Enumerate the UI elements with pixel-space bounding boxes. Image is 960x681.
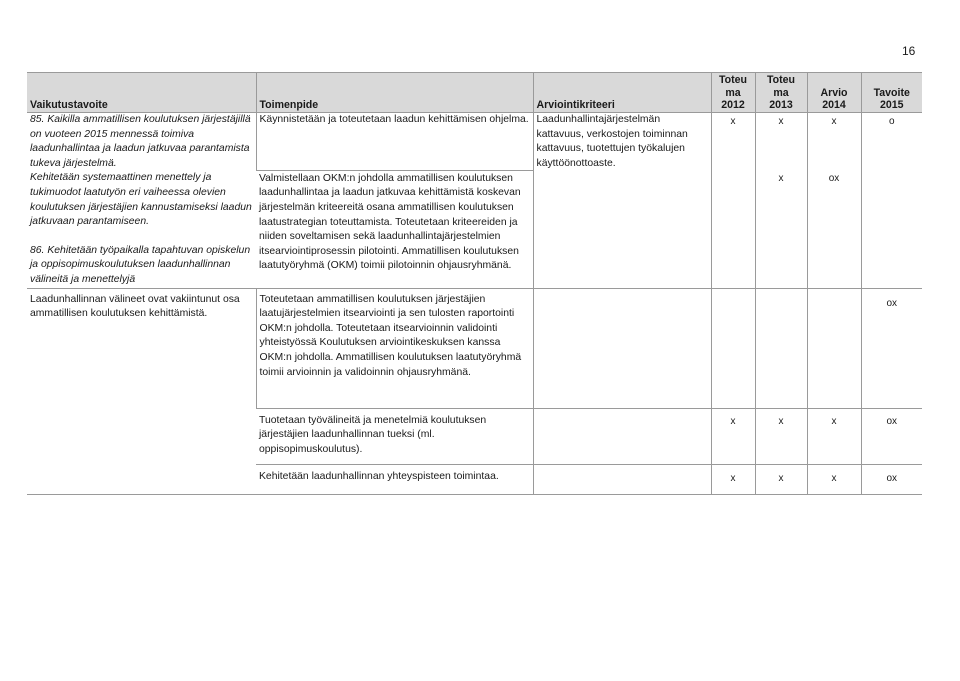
action-cell <box>256 113 533 171</box>
mark-2012 <box>711 288 755 408</box>
mark-2012: x <box>711 464 755 494</box>
header-tavoite-2015: Tavoite 2015 <box>861 73 922 113</box>
goal-cell <box>27 113 256 289</box>
criteria-text: Laadunhallintajärjestelmän kattavuus, verkostojen toiminnan kattavuus, tuotettujen työkalujen käyttöönottoaste. <box>536 114 688 169</box>
goal-85b-text: Kehitetään systemaattinen menettely ja tukimuodot laatutyön eri vaiheessa olevien koulutuksen järjestäjien kannustamiseksi laadun jatkuvaan parantamiseen. <box>30 172 252 228</box>
header-toteuma-2013: Toteu ma 2013 <box>755 73 807 113</box>
action-text: Valmistellaan OKM:n johdolla ammatillisen koulutuksen laadunhallintaa ja laadun jatkuvaa kehittämistä koskevan järjestelmän kriteereitä osana ammatillisen koulutuksen laatustrategian toteuttamista. Toteutetaan kriteereiden ja niiden soveltamisen sekä laadunhallintajärjestelmien itsearviointiprosessin pilotointi. Ammatillisen koulutuksen laatutyöryhmä (OKM) toimii pilotoinnin ohjausryhmänä. <box>259 172 521 272</box>
page-number: 16 <box>902 44 916 58</box>
mark-2014: ox <box>807 170 861 288</box>
mark-2012 <box>711 170 755 288</box>
mark-2013: x <box>755 170 807 288</box>
mark-2012: x <box>711 113 755 171</box>
criteria-cell <box>533 113 711 289</box>
mark-2014: x <box>807 113 861 171</box>
mark-2013: x <box>755 408 807 464</box>
mark-2015: o <box>861 113 922 171</box>
mark-2012: x <box>711 408 755 464</box>
mark-2015 <box>861 170 922 288</box>
mark-2015: ox <box>861 288 922 408</box>
header-arviointikriteeri: Arviointikriteeri <box>533 73 711 113</box>
header-toimenpide: Toimenpide <box>256 73 533 113</box>
criteria-cell <box>533 288 711 408</box>
action-plan-table <box>27 72 922 495</box>
header-row <box>27 73 922 113</box>
goal-85-text: 85. Kaikilla ammatillisen koulutuksen järjestäjillä on vuoteen 2015 mennessä toimiva laadunhallintaa ja laadun jatkuvaa parantamista tukeva järjestelmä. <box>30 114 251 169</box>
table-row <box>27 288 922 408</box>
mark-2014: x <box>807 464 861 494</box>
mark-2015: ox <box>861 464 922 494</box>
mark-2014 <box>807 288 861 408</box>
header-toteuma-2012: Toteu ma 2012 <box>711 73 755 113</box>
goal-text: Laadunhallinnan välineet ovat vakiintunut osa ammatillisen koulutuksen kehittämistä. <box>30 293 240 320</box>
action-cell <box>256 170 533 288</box>
action-cell <box>256 408 533 464</box>
action-text: Toteutetaan ammatillisen koulutuksen järjestäjien laatujärjestelmien itsearviointi ja sen tulosten raportointi OKM:n johdolla. Toteutetaan itsearvioinnin validointi yhteistyössä Koulutuksen arviointikeskuksen kanssa OKM:n johdolla. Ammatillisen koulutuksen laatutyöryhmä toimii arvioinnin ja validoinnin ohjausryhmänä. <box>259 293 522 378</box>
header-arvio-2014: Arvio 2014 <box>807 73 861 113</box>
action-text: Tuotetaan työvälineitä ja menetelmiä koulutuksen järjestäjien laadunhallinnan tueksi (ml. oppisopimuskoulutus). <box>259 414 487 455</box>
goal-cell <box>27 288 256 494</box>
mark-2013 <box>755 288 807 408</box>
criteria-cell <box>533 464 711 494</box>
action-text: Kehitetään laadunhallinnan yhteyspisteen toimintaa. <box>259 470 499 482</box>
mark-2013: x <box>755 113 807 171</box>
action-cell <box>256 288 533 408</box>
criteria-cell <box>533 408 711 464</box>
action-text: Käynnistetään ja toteutetaan laadun kehittämisen ohjelma. <box>259 114 529 125</box>
mark-2014: x <box>807 408 861 464</box>
goal-86-text: 86. Kehitetään työpaikalla tapahtuvan opiskelun ja oppisopimuskoulutuksen laadunhallinnan välineitä ja menettelyjä <box>30 244 251 285</box>
action-cell <box>256 464 533 494</box>
header-vaikutustavoite: Vaikutustavoite <box>27 73 256 113</box>
mark-2013: x <box>755 464 807 494</box>
mark-2015: ox <box>861 408 922 464</box>
table-row <box>27 113 922 171</box>
